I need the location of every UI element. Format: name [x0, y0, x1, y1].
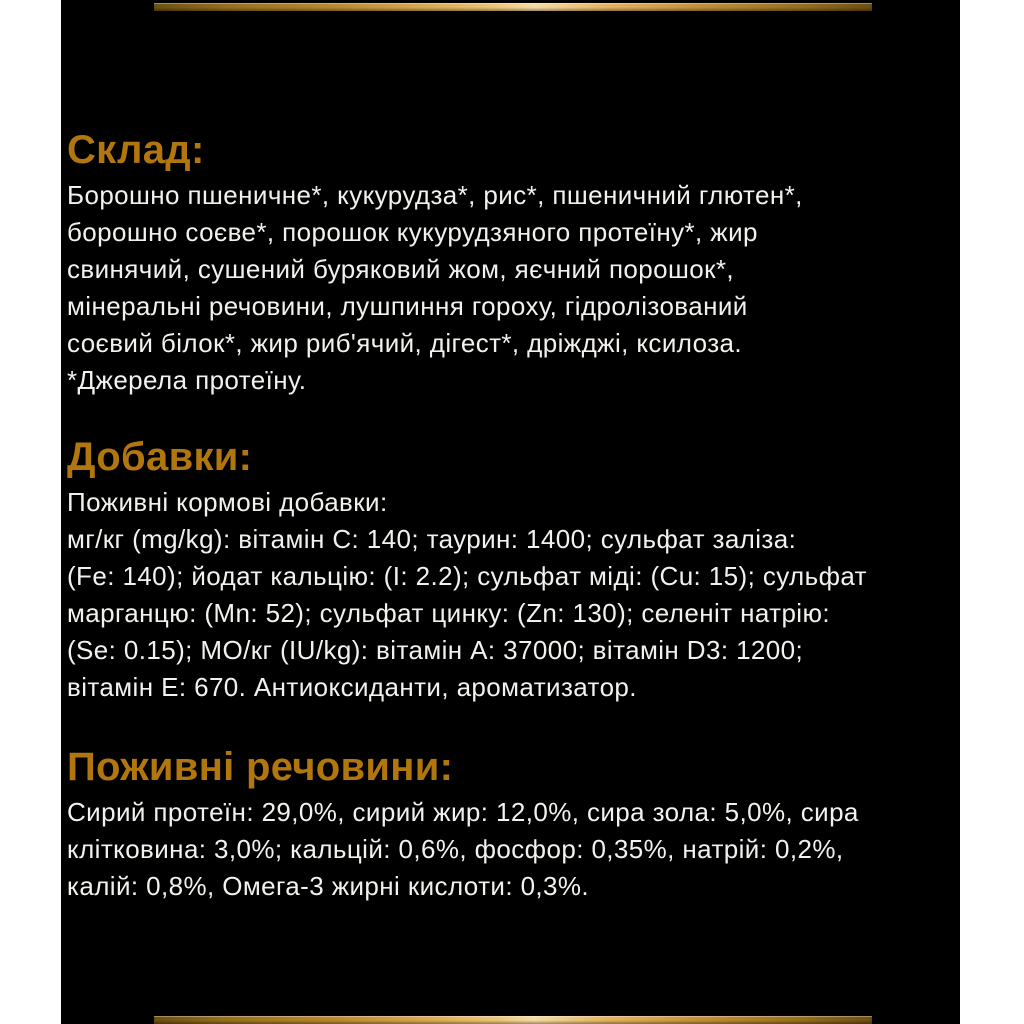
text-line: калій: 0,8%, Омега-3 жирні кислоти: 0,3%.	[67, 871, 590, 901]
text-line: свинячий, сушений буряковий жом, яєчний порошок*,	[67, 254, 735, 284]
section-composition	[67, 127, 957, 399]
text-line: мг/кг (mg/kg): вітамін C: 140; таурин: 1400; сульфат заліза:	[67, 524, 797, 554]
section-heading-additives: Добавки:	[67, 435, 253, 479]
text-line: соєвий білок*, жир риб'ячий, дігест*, дріжджі, ксилоза.	[67, 328, 742, 358]
text-line: мінеральні речовини, лушпиння гороху, гідролізований	[67, 291, 748, 321]
text-line: Поживні кормові добавки:	[67, 487, 388, 517]
text-line: Борошно пшеничне*, кукурудза*, рис*, пшеничний глютен*,	[67, 180, 803, 210]
section-nutrients	[67, 744, 957, 905]
text-line: Сирий протеїн: 29,0%, сирий жир: 12,0%, сира зола: 5,0%, сира	[67, 797, 859, 827]
text-line: вітамін E: 670. Антиоксиданти, ароматизатор.	[67, 672, 637, 702]
section-heading-nutrients: Поживні речовини:	[67, 745, 454, 789]
section-heading-composition: Склад:	[67, 128, 205, 172]
text-line-protein-sources-note: *Джерела протеїну.	[67, 365, 307, 395]
top-gold-bar	[154, 3, 872, 11]
text-line: борошно соєве*, порошок кукурудзяного протеїну*, жир	[67, 217, 758, 247]
section-additives	[67, 434, 957, 706]
label-panel	[61, 0, 960, 1024]
text-line: марганцю: (Mn: 52); сульфат цинку: (Zn: 130); селеніт натрію:	[67, 598, 831, 628]
text-line: (Fe: 140); йодат кальцію: (I: 2.2); сульфат міді: (Cu: 15); сульфат	[67, 561, 867, 591]
text-line: клітковина: 3,0%; кальцій: 0,6%, фосфор: 0,35%, натрій: 0,2%,	[67, 834, 844, 864]
text-line: (Se: 0.15); МО/кг (IU/kg): вітамін A: 37000; вітамін D3: 1200;	[67, 635, 804, 665]
bottom-gold-bar	[154, 1016, 872, 1024]
